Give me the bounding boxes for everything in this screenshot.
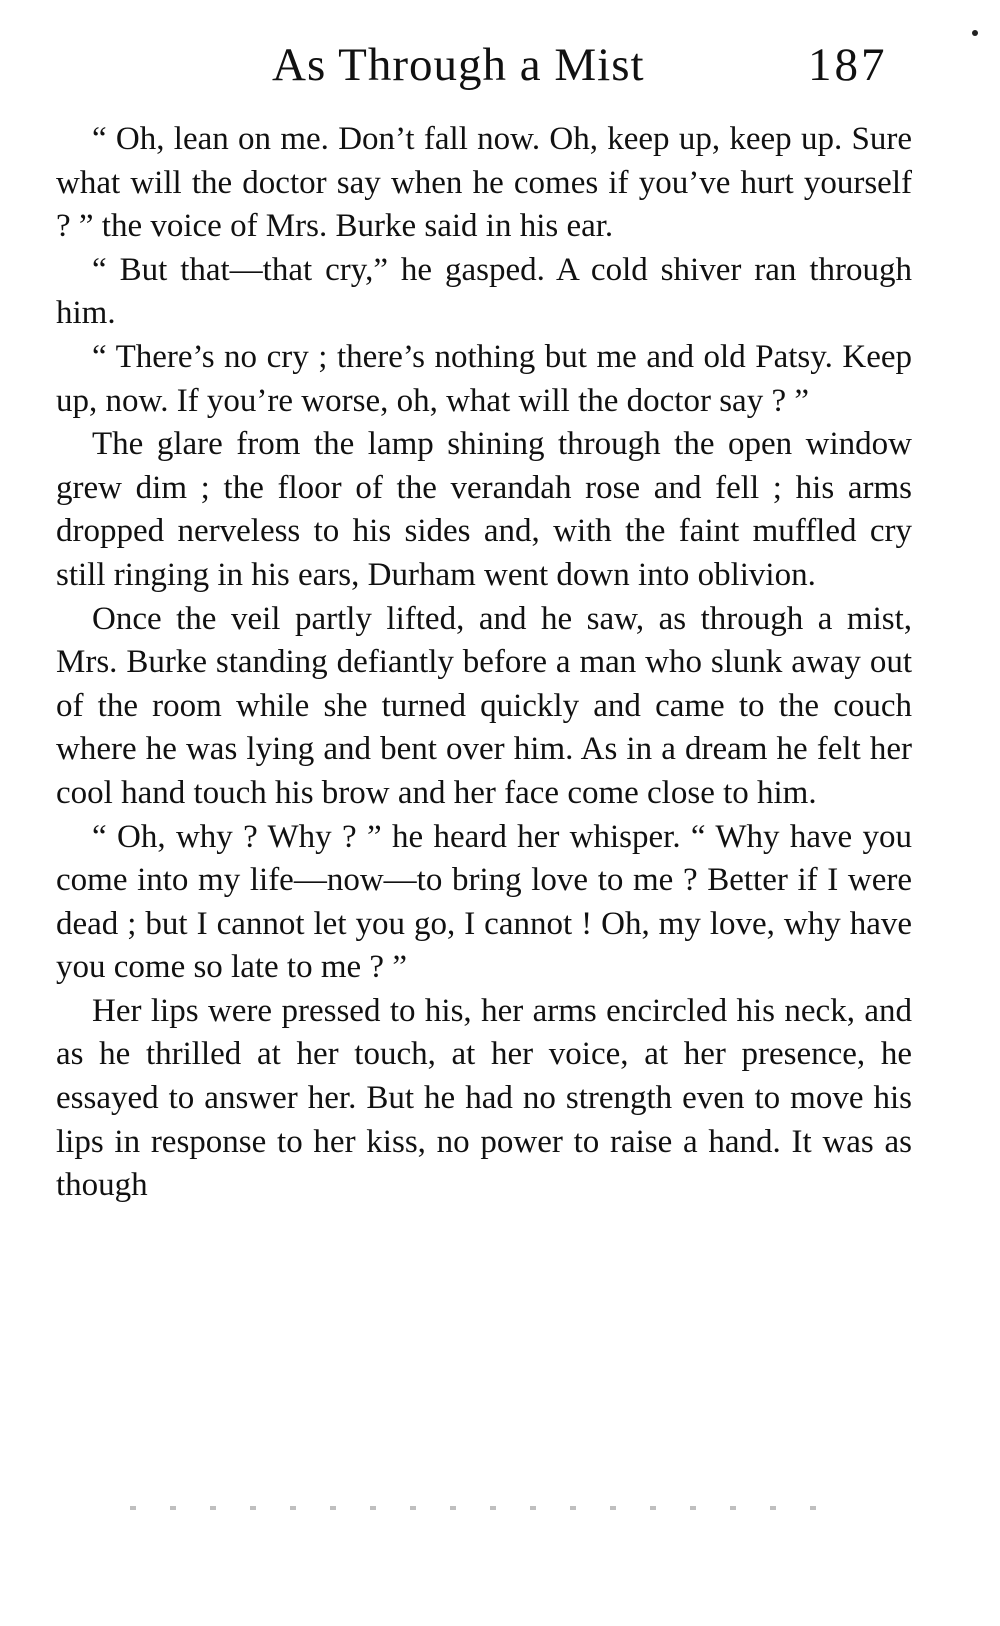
body-text — [56, 118, 912, 1208]
cut-off-line-trace — [130, 1506, 830, 1510]
page-number: 187 — [808, 39, 888, 91]
paragraph-4: The glare from the lamp shining through the open window grew dim ; the floor of the verandah rose and fell ; his arms dropped nerveless to his sides and, with the faint muffled cry still ringing in his ears, Durham went down into oblivion. — [56, 426, 912, 593]
running-title: As Through a Mist — [272, 39, 645, 91]
paragraph-7: Her lips were pressed to his, her arms encircled his neck, and as he thrilled at her touch, at her voice, at her presence, he essayed to answer her. But he had no strength even to move his lips in response to her kiss, no power to raise a hand. It was as though — [56, 992, 912, 1204]
running-head — [0, 38, 1000, 98]
ink-speck — [972, 30, 978, 36]
paragraph-5: Once the veil partly lifted, and he saw, as through a mist, Mrs. Burke standing defiantly before a man who slunk away out of the room while she turned quickly and came to the couch where he was lying and bent over him. As in a dream he felt her cool hand touch his brow and her face come close to him. — [56, 600, 912, 811]
paragraph-1: “ Oh, lean on me. Don’t fall now. Oh, keep up, keep up. Sure what will the doctor say when he comes if you’ve hurt yourself ? ” the voice of Mrs. Burke said in his ear. — [56, 121, 912, 245]
paragraph-3: “ There’s no cry ; there’s nothing but me and old Patsy. Keep up, now. If you’re worse, oh, what will the doctor say ? ” — [56, 338, 912, 419]
paragraph-2: “ But that—that cry,” he gasped. A cold shiver ran through him. — [56, 251, 912, 332]
paragraph-6: “ Oh, why ? Why ? ” he heard her whisper. “ Why have you come into my life—now—to bring love to me ? Better if I were dead ; but I cannot let you go, I cannot ! Oh, my love, why have you come so late to me ? ” — [56, 818, 912, 986]
